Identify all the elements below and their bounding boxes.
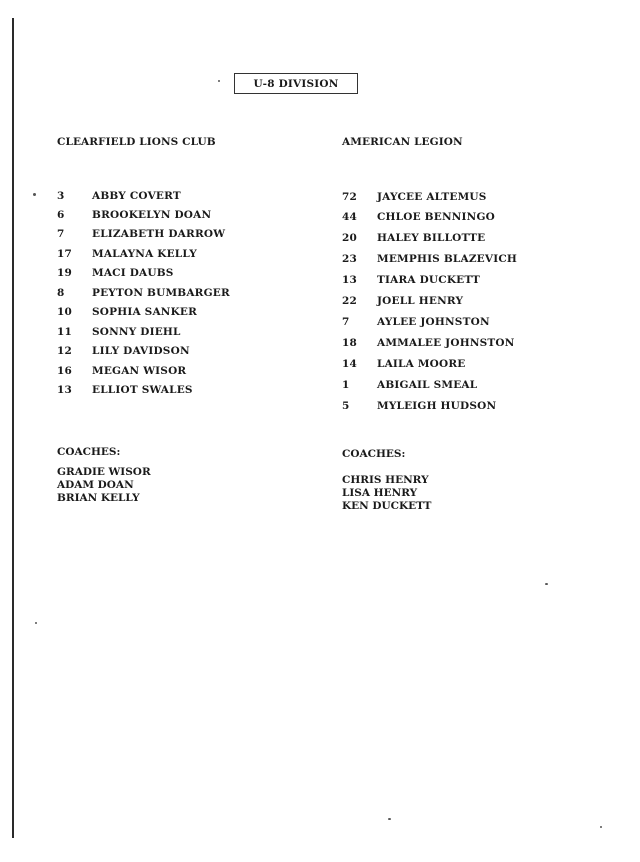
player-row [57, 248, 197, 260]
scan-speck [545, 583, 548, 585]
player-name: SOPHIA SANKER [92, 306, 198, 318]
player-name: TIARA DUCKETT [377, 274, 481, 286]
player-number: 1 [342, 379, 350, 391]
player-row [342, 316, 490, 328]
page-left-edge [12, 18, 14, 838]
player-number: 72 [342, 191, 358, 203]
coach-name: ADAM DOAN [57, 479, 134, 491]
player-number: 22 [342, 295, 358, 307]
scan-speck [218, 80, 220, 82]
player-number: 7 [57, 228, 65, 240]
player-row [57, 365, 186, 377]
player-row [342, 379, 477, 391]
player-number: 18 [342, 337, 358, 349]
player-name: BROOKELYN DOAN [92, 209, 212, 221]
player-name: JOELL HENRY [377, 295, 464, 307]
team-column-left [57, 136, 230, 504]
division-title [234, 73, 358, 94]
team-name: AMERICAN LEGION [342, 136, 463, 148]
player-row [57, 345, 190, 357]
player-name: ABIGAIL SMEAL [377, 379, 478, 391]
scan-speck [33, 193, 36, 196]
player-row [57, 190, 181, 202]
player-number: 7 [342, 316, 350, 328]
team-column-right [342, 136, 518, 512]
player-row [57, 306, 197, 318]
player-number: 12 [57, 345, 73, 357]
player-name: SONNY DIEHL [92, 326, 181, 338]
scan-speck [600, 826, 602, 828]
player-row [57, 267, 174, 279]
player-number: 10 [57, 306, 73, 318]
player-number: 16 [57, 365, 73, 377]
player-number: 6 [57, 209, 65, 221]
player-number: 5 [342, 400, 350, 412]
player-row [342, 253, 517, 265]
player-row [342, 337, 515, 349]
player-number: 14 [342, 358, 358, 370]
scan-speck [388, 818, 391, 820]
player-number: 20 [342, 232, 358, 244]
player-number: 8 [57, 287, 65, 299]
player-name: LAILA MOORE [377, 358, 466, 370]
scan-speck [35, 622, 37, 624]
player-name: MALAYNA KELLY [92, 248, 197, 260]
player-name: MACI DAUBS [92, 267, 174, 279]
player-row [342, 400, 496, 412]
player-name: ELLIOT SWALES [92, 384, 193, 396]
player-name: PEYTON BUMBARGER [92, 287, 230, 299]
coach-name: KEN DUCKETT [342, 500, 432, 512]
player-number: 17 [57, 248, 73, 260]
coach-name: BRIAN KELLY [57, 492, 140, 504]
player-name: MEGAN WISOR [92, 365, 187, 377]
player-row [57, 287, 230, 299]
player-number: 23 [342, 253, 358, 265]
player-name: JAYCEE ALTEMUS [377, 191, 487, 203]
player-name: AYLEE JOHNSTON [377, 316, 490, 328]
division-title-text: U-8 DIVISION [253, 77, 339, 90]
player-row [57, 326, 181, 338]
player-number: 3 [57, 190, 65, 202]
team-name: CLEARFIELD LIONS CLUB [57, 136, 216, 148]
player-name: CHLOE BENNINGO [377, 211, 495, 223]
player-row [57, 228, 225, 240]
player-name: MYLEIGH HUDSON [377, 400, 497, 412]
player-number: 19 [57, 267, 73, 279]
player-row [342, 358, 465, 370]
player-number: 44 [342, 211, 358, 223]
player-name: ABBY COVERT [92, 190, 181, 202]
player-name: LILY DAVIDSON [92, 345, 190, 357]
coaches-label: COACHES: [57, 446, 121, 458]
player-row [57, 209, 211, 221]
player-row [342, 274, 480, 286]
player-row [342, 211, 495, 223]
player-row [57, 384, 193, 396]
coach-name: GRADIE WISOR [57, 466, 151, 478]
player-row [342, 232, 485, 244]
player-name: MEMPHIS BLAZEVICH [377, 253, 518, 265]
player-number: 13 [57, 384, 73, 396]
player-number: 11 [57, 326, 73, 338]
coach-name: CHRIS HENRY [342, 474, 429, 486]
player-name: ELIZABETH DARROW [92, 228, 226, 240]
player-row [342, 295, 463, 307]
coach-name: LISA HENRY [342, 487, 418, 499]
player-name: AMMALEE JOHNSTON [377, 337, 515, 349]
player-row [342, 191, 487, 203]
player-name: HALEY BILLOTTE [377, 232, 486, 244]
coaches-label: COACHES: [342, 448, 406, 460]
player-number: 13 [342, 274, 358, 286]
